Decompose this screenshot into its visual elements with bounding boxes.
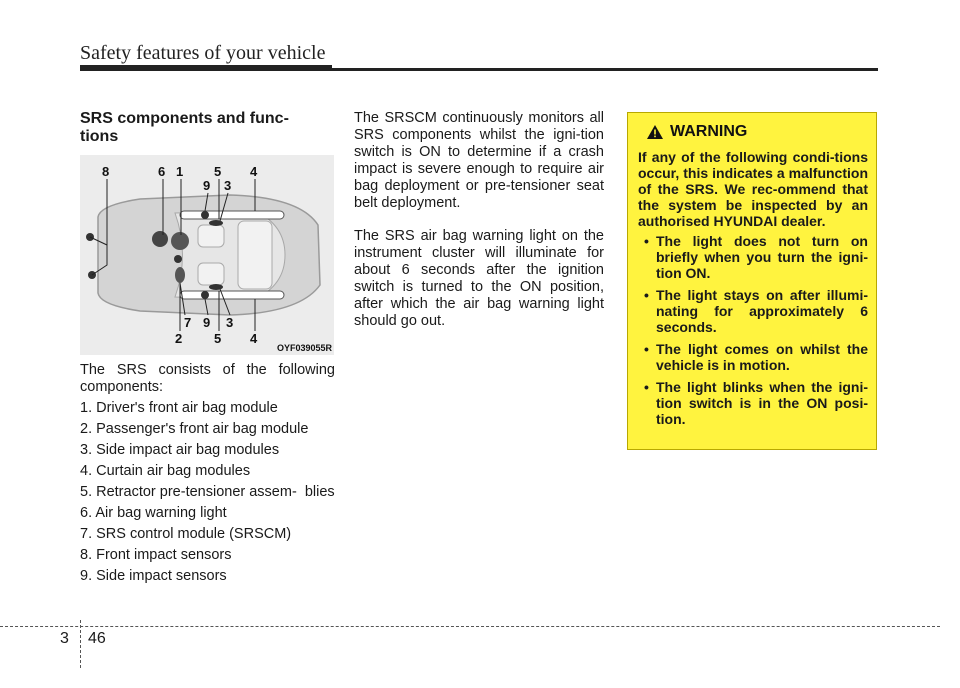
warning-box <box>627 112 877 450</box>
car-top-view-illustration <box>80 155 334 355</box>
warning-item: • The light does not turn on briefly when you turn the igni-tion ON. <box>638 233 868 281</box>
seat-front-left <box>198 225 224 247</box>
callout-9-bottom: 9 <box>203 315 211 330</box>
component-item: 4. Curtain air bag modules <box>80 463 251 479</box>
callout-5-bottom: 5 <box>214 331 222 346</box>
chapter-number: 3 <box>60 630 69 647</box>
side-sensor-right <box>201 291 209 299</box>
page-number: 46 <box>88 630 106 647</box>
side-sensor-left <box>201 211 209 219</box>
driver-airbag-marker <box>152 231 168 247</box>
callout-7: 7 <box>184 315 192 330</box>
callout-6: 6 <box>158 164 166 179</box>
rear-bench <box>238 221 272 289</box>
footer-divider <box>80 620 81 668</box>
callout-8: 8 <box>102 164 110 179</box>
warning-triangle-icon <box>646 124 664 140</box>
component-item: 5. Retractor pre-tensioner assem- blies <box>80 484 335 500</box>
warning-item: • The light stays on after illumi-nating for approximately 6 seconds. <box>638 287 868 335</box>
seat-front-right <box>198 263 224 285</box>
side-airbag-left <box>209 220 223 226</box>
passenger-airbag-marker <box>175 267 185 283</box>
components-section <box>80 362 335 589</box>
component-item: 8. Front impact sensors <box>80 547 232 563</box>
component-item: 1. Driver's front air bag module <box>80 400 278 416</box>
figure-code: OYF039055R <box>276 343 332 353</box>
warning-intro: If any of the following condi-tions occur, this indicates a malfunction of the SRS. We rec-ommend that the system be inspected by an authorised HYUNDAI dealer. <box>638 149 868 229</box>
components-intro: The SRS consists of the following components: <box>80 362 335 395</box>
airbag-warning-light-marker <box>171 232 189 250</box>
section-heading: SRS components and func- tions <box>80 110 289 145</box>
callout-5-top: 5 <box>214 164 222 179</box>
side-airbag-right <box>209 284 223 290</box>
srs-components-diagram <box>80 155 334 355</box>
callout-1: 1 <box>176 164 184 179</box>
components-list <box>80 400 335 585</box>
body-paragraph-1: The SRSCM continuously monitors all SRS components whilst the igni-tion switch is ON to determine if a crash impact is severe enough to require air bag deployment or pre-tensioner seat belt deployment. <box>354 110 604 211</box>
curtain-airbag-left <box>180 211 284 219</box>
warning-header <box>646 123 868 141</box>
callout-9-top: 9 <box>203 178 211 193</box>
warning-title: WARNING <box>670 123 748 140</box>
component-item: 7. SRS control module (SRSCM) <box>80 526 292 542</box>
footer-rule <box>0 626 940 627</box>
warning-list <box>638 233 868 427</box>
srscm-description <box>354 110 604 346</box>
page-header-title: Safety features of your vehicle <box>80 42 326 64</box>
callout-4-top: 4 <box>250 164 258 179</box>
header-rule <box>80 68 878 71</box>
callout-4-bottom: 4 <box>250 331 258 346</box>
curtain-airbag-right <box>180 291 284 299</box>
callout-2: 2 <box>175 331 183 346</box>
warning-item: • The light comes on whilst the vehicle is in motion. <box>638 341 868 373</box>
component-item: 6. Air bag warning light <box>80 505 227 521</box>
body-paragraph-2: The SRS air bag warning light on the instrument cluster will illuminate for about 6 seconds after the ignition switch is turned to the ON position, after which the air bag warning light should go out. <box>354 228 604 329</box>
component-item: 3. Side impact air bag modules <box>80 442 280 458</box>
component-item: 2. Passenger's front air bag module <box>80 421 309 437</box>
callout-3-top: 3 <box>224 178 232 193</box>
srscm-marker <box>174 255 182 263</box>
warning-item: • The light blinks when the igni-tion switch is in the ON posi-tion. <box>638 379 868 427</box>
callout-3-bottom: 3 <box>226 315 234 330</box>
component-item: 9. Side impact sensors <box>80 568 227 584</box>
